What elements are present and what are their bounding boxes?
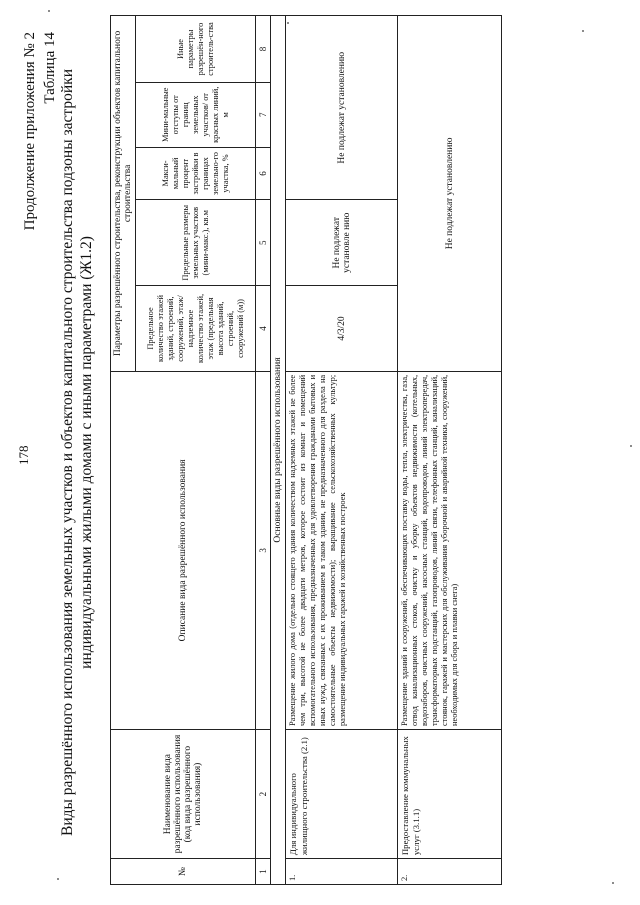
- column-number-row: [256, 16, 271, 885]
- header-params-group: Параметры разрешённого строительства, реконструкции объектов капитального строительства: [111, 16, 136, 372]
- column-number: 4: [256, 286, 271, 372]
- header-area: Предельные размеры земельных участков (мини-макс.), кв.м: [136, 200, 256, 286]
- row-name: Для индивидуального жилищного строительства (2.1): [286, 730, 398, 859]
- row-description: Размещение зданий и сооружений, обеспечивающих поставку воды, тепла, электричества, газа, отвод канализационных стоков, очистку и уборку объектов недвижимости (котельных, водозаборов, очистных сооружений, насосных станций, водопроводов, линий электропередач, трансформаторных подстанций, газопроводов, линий связи, телефонных станций, канализаций, стоянок, гаражей и мастерских для обслуживания уборочной и аварийной техники, сооружений, необходимых для сбора и плавки снега): [398, 371, 502, 729]
- table-row: [286, 16, 398, 885]
- section-row: [271, 16, 286, 885]
- header-other: Иные параметры разрешён-ного строитель-ства: [136, 16, 256, 83]
- row-area: Не подлежат установле нию: [286, 200, 398, 286]
- scan-speckle: [630, 445, 632, 447]
- land-use-table: [110, 15, 502, 885]
- header-percent: Макси-мальный процент застройки в границах земельно-го участка, %: [136, 147, 256, 200]
- section-title: Основные виды разрешённого использования: [271, 16, 286, 885]
- table-number: Таблица 14: [42, 32, 58, 104]
- document-title: Виды разрешённого использования земельных участков и объектов капитального строительства подзоны застройки индивидуальными жилыми домами с иными параметрами (Ж1.2): [59, 69, 95, 836]
- row-description: Размещение жилого дома (отдельно стоящего здания количеством надземных этажей не более чем три, высотой не более двадцати метров, которое состоит из комнат и помещений вспомогательного использования, предназначенных для удовлетворения гражданами бытовых и иных нужд, связанных с их проживанием в таком здании, не предназначенного для раздела на самостоятельные объекты недвижимости); выращивание сельскохозяйственных культур; размещение индивидуальных гаражей и хозяйственных построек: [286, 371, 398, 729]
- scan-speckle: [287, 22, 289, 24]
- scan-speckle: [57, 878, 59, 880]
- row-floors: 4/3/20: [286, 286, 398, 372]
- column-number: 1: [256, 859, 271, 885]
- row-name: Предоставление коммунальных услуг (3.1.1): [398, 730, 502, 859]
- header-no: №: [111, 859, 256, 885]
- scan-speckle: [582, 30, 584, 32]
- row-number: 2.: [398, 859, 502, 885]
- column-number: 8: [256, 16, 271, 83]
- column-number: 5: [256, 200, 271, 286]
- column-number: 3: [256, 371, 271, 729]
- header-name: Наименование вида разрешённого использования (код вида разрешённого использования): [111, 730, 256, 859]
- column-number: 2: [256, 730, 271, 859]
- row-number: 1.: [286, 859, 398, 885]
- scan-speckle: [612, 882, 614, 884]
- scan-speckle: [48, 10, 50, 12]
- table-row: [398, 16, 502, 885]
- header-description: Описание вида разрешённого использования: [111, 371, 256, 729]
- page-number: 178: [16, 445, 31, 465]
- header-setback: Мини-мальные отступы от границ земельных участков/ от красных линий, м: [136, 82, 256, 147]
- row-other-params: Не подлежат установлению: [286, 16, 398, 200]
- appendix-continuation: Продолжение приложения № 2: [22, 32, 38, 231]
- column-number: 6: [256, 147, 271, 200]
- header-floors: Предельное количество этажей зданий, строений, сооружений, этаж/ надземное количество этажей, этаж (предельная высота зданий, строений, сооружений (м)): [136, 286, 256, 372]
- row-all-params: Не подлежат установлению: [398, 16, 502, 372]
- column-number: 7: [256, 82, 271, 147]
